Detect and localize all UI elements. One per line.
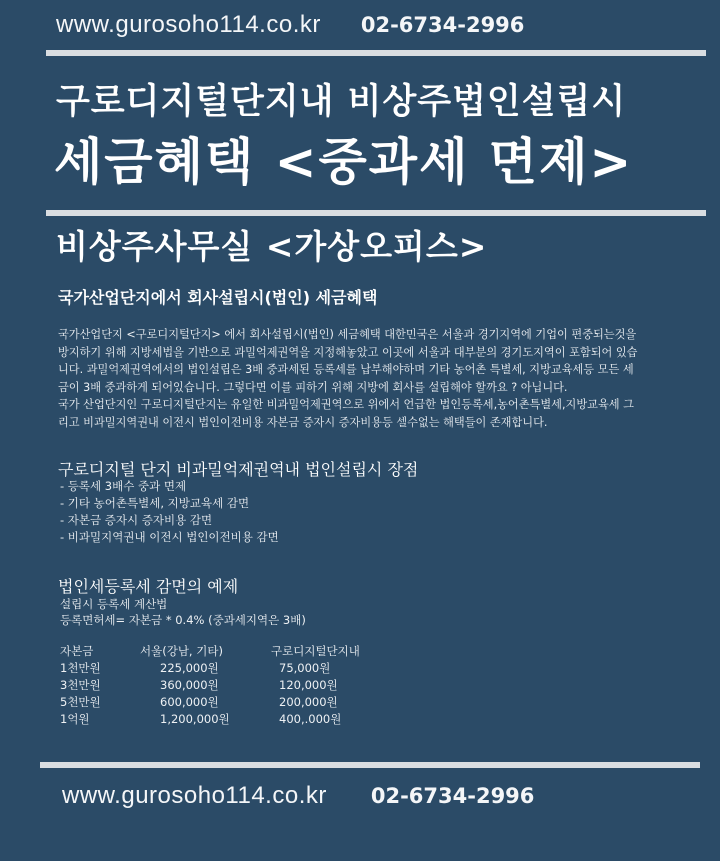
list-item: - 자본금 증자시 증자비용 감면 [60, 513, 213, 527]
table-row [60, 660, 360, 677]
top-phone-number: 02-6734-2996 [360, 13, 525, 37]
table-cell: 1,200,000원 [160, 712, 230, 726]
intro-line: 국가 산업단지인 구로디지털단지는 유일한 비과밀억제권역으로 위에서 언급한 법인등록세,농어촌특별세,지방교육세 그 [58, 398, 634, 411]
intro-line: 리고 비과밀지역권내 이전시 법인이전비용 자본금 증자시 증자비용등 셀수없는 해택들이 존재합니다. [58, 415, 548, 429]
top-website-url[interactable]: www.gurosoho114.co.kr [56, 11, 321, 38]
table-row [60, 694, 360, 711]
headline-line-3: 비상주사무실 <가상오피스> [56, 227, 488, 266]
table-cell: 3천만원 [60, 678, 101, 692]
example-calc-label: 설립시 등록세 계산법 [60, 597, 168, 611]
list-item: - 등록세 3배수 중과 면제 [60, 479, 187, 493]
table-cell: 120,000원 [279, 678, 338, 692]
table-header-cell: 자본금 [60, 644, 94, 658]
table-header-cell: 구로디지털단지내 [271, 644, 360, 658]
table-cell: 400,.000원 [279, 712, 342, 726]
table-row [60, 677, 360, 694]
table-cell: 225,000원 [160, 661, 219, 675]
intro-line: 금이 3배 중과하게 되어있습니다. 그렇다면 이를 피하기 위해 지방에 회사를 설립해야 할까요 ? 아닙니다. [58, 380, 568, 394]
intro-line: 니다. 과밀억제권역에서의 법인설립은 3배 중과세된 등록세를 납부해야하며 기타 농어촌 특별세, 지방교육세등 모든 세 [58, 363, 634, 376]
top-contact-bar [56, 8, 524, 42]
footer-phone-number: 02-6734-2996 [370, 784, 535, 808]
example-title: 법인세등록세 감면의 예제 [58, 577, 239, 596]
footer-website-url[interactable]: www.gurosoho114.co.kr [62, 782, 327, 809]
divider-top [46, 50, 706, 56]
table-cell: 600,000원 [160, 695, 219, 709]
table-cell: 1억원 [60, 712, 90, 726]
benefits-list [60, 478, 279, 546]
intro-line: 방지하기 위해 지방세법을 기반으로 과밀억제권역을 지정해놓았고 이곳에 서울과 대부분의 경기도지역이 포함되어 있습 [58, 345, 638, 359]
footer-contact-bar [62, 778, 534, 814]
table-cell: 5천만원 [60, 695, 101, 709]
intro-paragraph [58, 326, 708, 431]
headline-line-2: 세금혜택 <중과세 면제> [54, 133, 634, 191]
table-cell: 200,000원 [279, 695, 338, 709]
divider-bottom [40, 762, 700, 768]
list-item: - 비과밀지역권내 이전시 법인이전비용 감면 [60, 530, 279, 544]
benefits-title: 구로디지털 단지 비과밀억제권역내 법인설립시 장점 [58, 460, 419, 479]
table-header-cell: 서울(강남, 기타) [140, 644, 223, 658]
table-cell: 360,000원 [160, 678, 219, 692]
table-cell: 1천만원 [60, 661, 101, 675]
intro-subhead: 국가산업단지에서 회사설립시(법인) 세금혜택 [58, 288, 378, 307]
divider-middle [46, 210, 706, 216]
tax-example-table [60, 643, 360, 728]
list-item: - 기타 농어촌특별세, 지방교육세 감면 [60, 496, 250, 510]
headline-line-1: 구로디지털단지내 비상주법인설립시 [56, 82, 627, 122]
example-formula: 등록면허세= 자본금 * 0.4% (중과세지역은 3배) [60, 613, 306, 627]
table-row [60, 711, 360, 728]
table-header-row [60, 643, 360, 660]
intro-line: 국가산업단지 <구로디지털단지> 에서 회사설립시(법인) 세금혜택 대한민국은 서울과 경기지역에 기업이 편중되는것을 [58, 328, 637, 341]
table-cell: 75,000원 [279, 661, 331, 675]
